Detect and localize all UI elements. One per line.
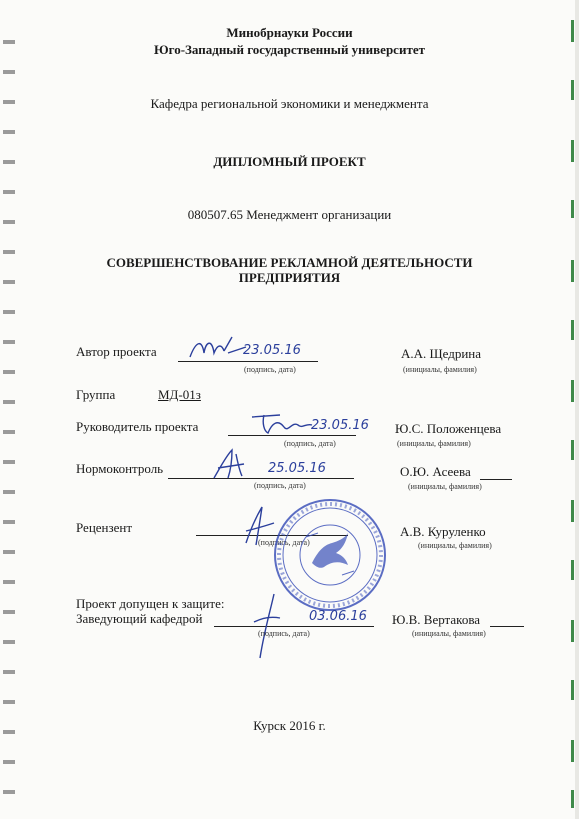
author-signature-icon bbox=[188, 335, 248, 365]
author-name: А.А. Щедрина bbox=[401, 346, 482, 361]
footer-city-year: Курск 2016 г. bbox=[253, 718, 326, 733]
normocontrol-date: 25.05.16 bbox=[268, 461, 326, 476]
supervisor-date: 23.05.16 bbox=[311, 418, 369, 433]
ministry-title: Минобрнауки России bbox=[226, 25, 353, 40]
topic-line-1: СОВЕРШЕНСТВОВАНИЕ РЕКЛАМНОЙ ДЕЯТЕЛЬНОСТИ bbox=[106, 255, 473, 270]
normocontrol-label: Нормоконтроль bbox=[76, 461, 164, 476]
document-type: ДИПЛОМНЫЙ ПРОЕКТ bbox=[213, 154, 366, 169]
head-signature-line bbox=[214, 626, 374, 627]
author-date: 23.05.16 bbox=[243, 343, 301, 358]
reviewer-name-caption: (инициалы, фамилия) bbox=[418, 541, 492, 550]
specialty: 080507.65 Менеджмент организации bbox=[187, 207, 392, 222]
university-title: Юго-Западный государственный университет bbox=[154, 42, 425, 57]
university-stamp-icon bbox=[272, 497, 388, 613]
normocontrol-name: О.Ю. Асеева bbox=[400, 464, 471, 479]
head-caption: (подпись, дата) bbox=[258, 629, 310, 638]
author-label: Автор проекта bbox=[76, 344, 157, 359]
binding-strip-right bbox=[553, 0, 579, 819]
supervisor-name: Ю.С. Положенцева bbox=[395, 421, 502, 436]
admitted-text: Проект допущен к защите: bbox=[76, 596, 225, 611]
supervisor-label: Руководитель проекта bbox=[76, 419, 199, 434]
head-date: 03.06.16 bbox=[309, 609, 367, 624]
normocontrol-caption: (подпись, дата) bbox=[254, 481, 306, 490]
head-label: Заведующий кафедрой bbox=[76, 611, 203, 626]
supervisor-signature-icon bbox=[250, 411, 314, 437]
head-name-line bbox=[490, 626, 524, 627]
department-title: Кафедра региональной экономики и менеджмента bbox=[150, 96, 429, 111]
supervisor-caption: (подпись, дата) bbox=[284, 439, 336, 448]
normocontrol-name-caption: (инициалы, фамилия) bbox=[408, 482, 482, 491]
reviewer-caption: (подпись, дата) bbox=[258, 538, 310, 547]
supervisor-name-caption: (инициалы, фамилия) bbox=[397, 439, 471, 448]
group-label: Группа bbox=[76, 387, 116, 402]
head-name: Ю.В. Вертакова bbox=[392, 612, 481, 627]
normocontrol-signature-line bbox=[168, 478, 354, 479]
topic-line-2: ПРЕДПРИЯТИЯ bbox=[238, 270, 341, 285]
normocontrol-name-line bbox=[480, 479, 512, 480]
binding-strip-left bbox=[0, 0, 22, 819]
group-value: МД-01з bbox=[158, 387, 201, 402]
author-name-caption: (инициалы, фамилия) bbox=[403, 365, 477, 374]
head-signature-icon bbox=[244, 592, 284, 662]
reviewer-name: А.В. Куруленко bbox=[400, 524, 486, 539]
reviewer-label: Рецензент bbox=[76, 520, 133, 535]
normocontrol-signature-icon bbox=[210, 446, 258, 482]
head-name-caption: (инициалы, фамилия) bbox=[412, 629, 486, 638]
author-caption: (подпись, дата) bbox=[244, 365, 296, 374]
